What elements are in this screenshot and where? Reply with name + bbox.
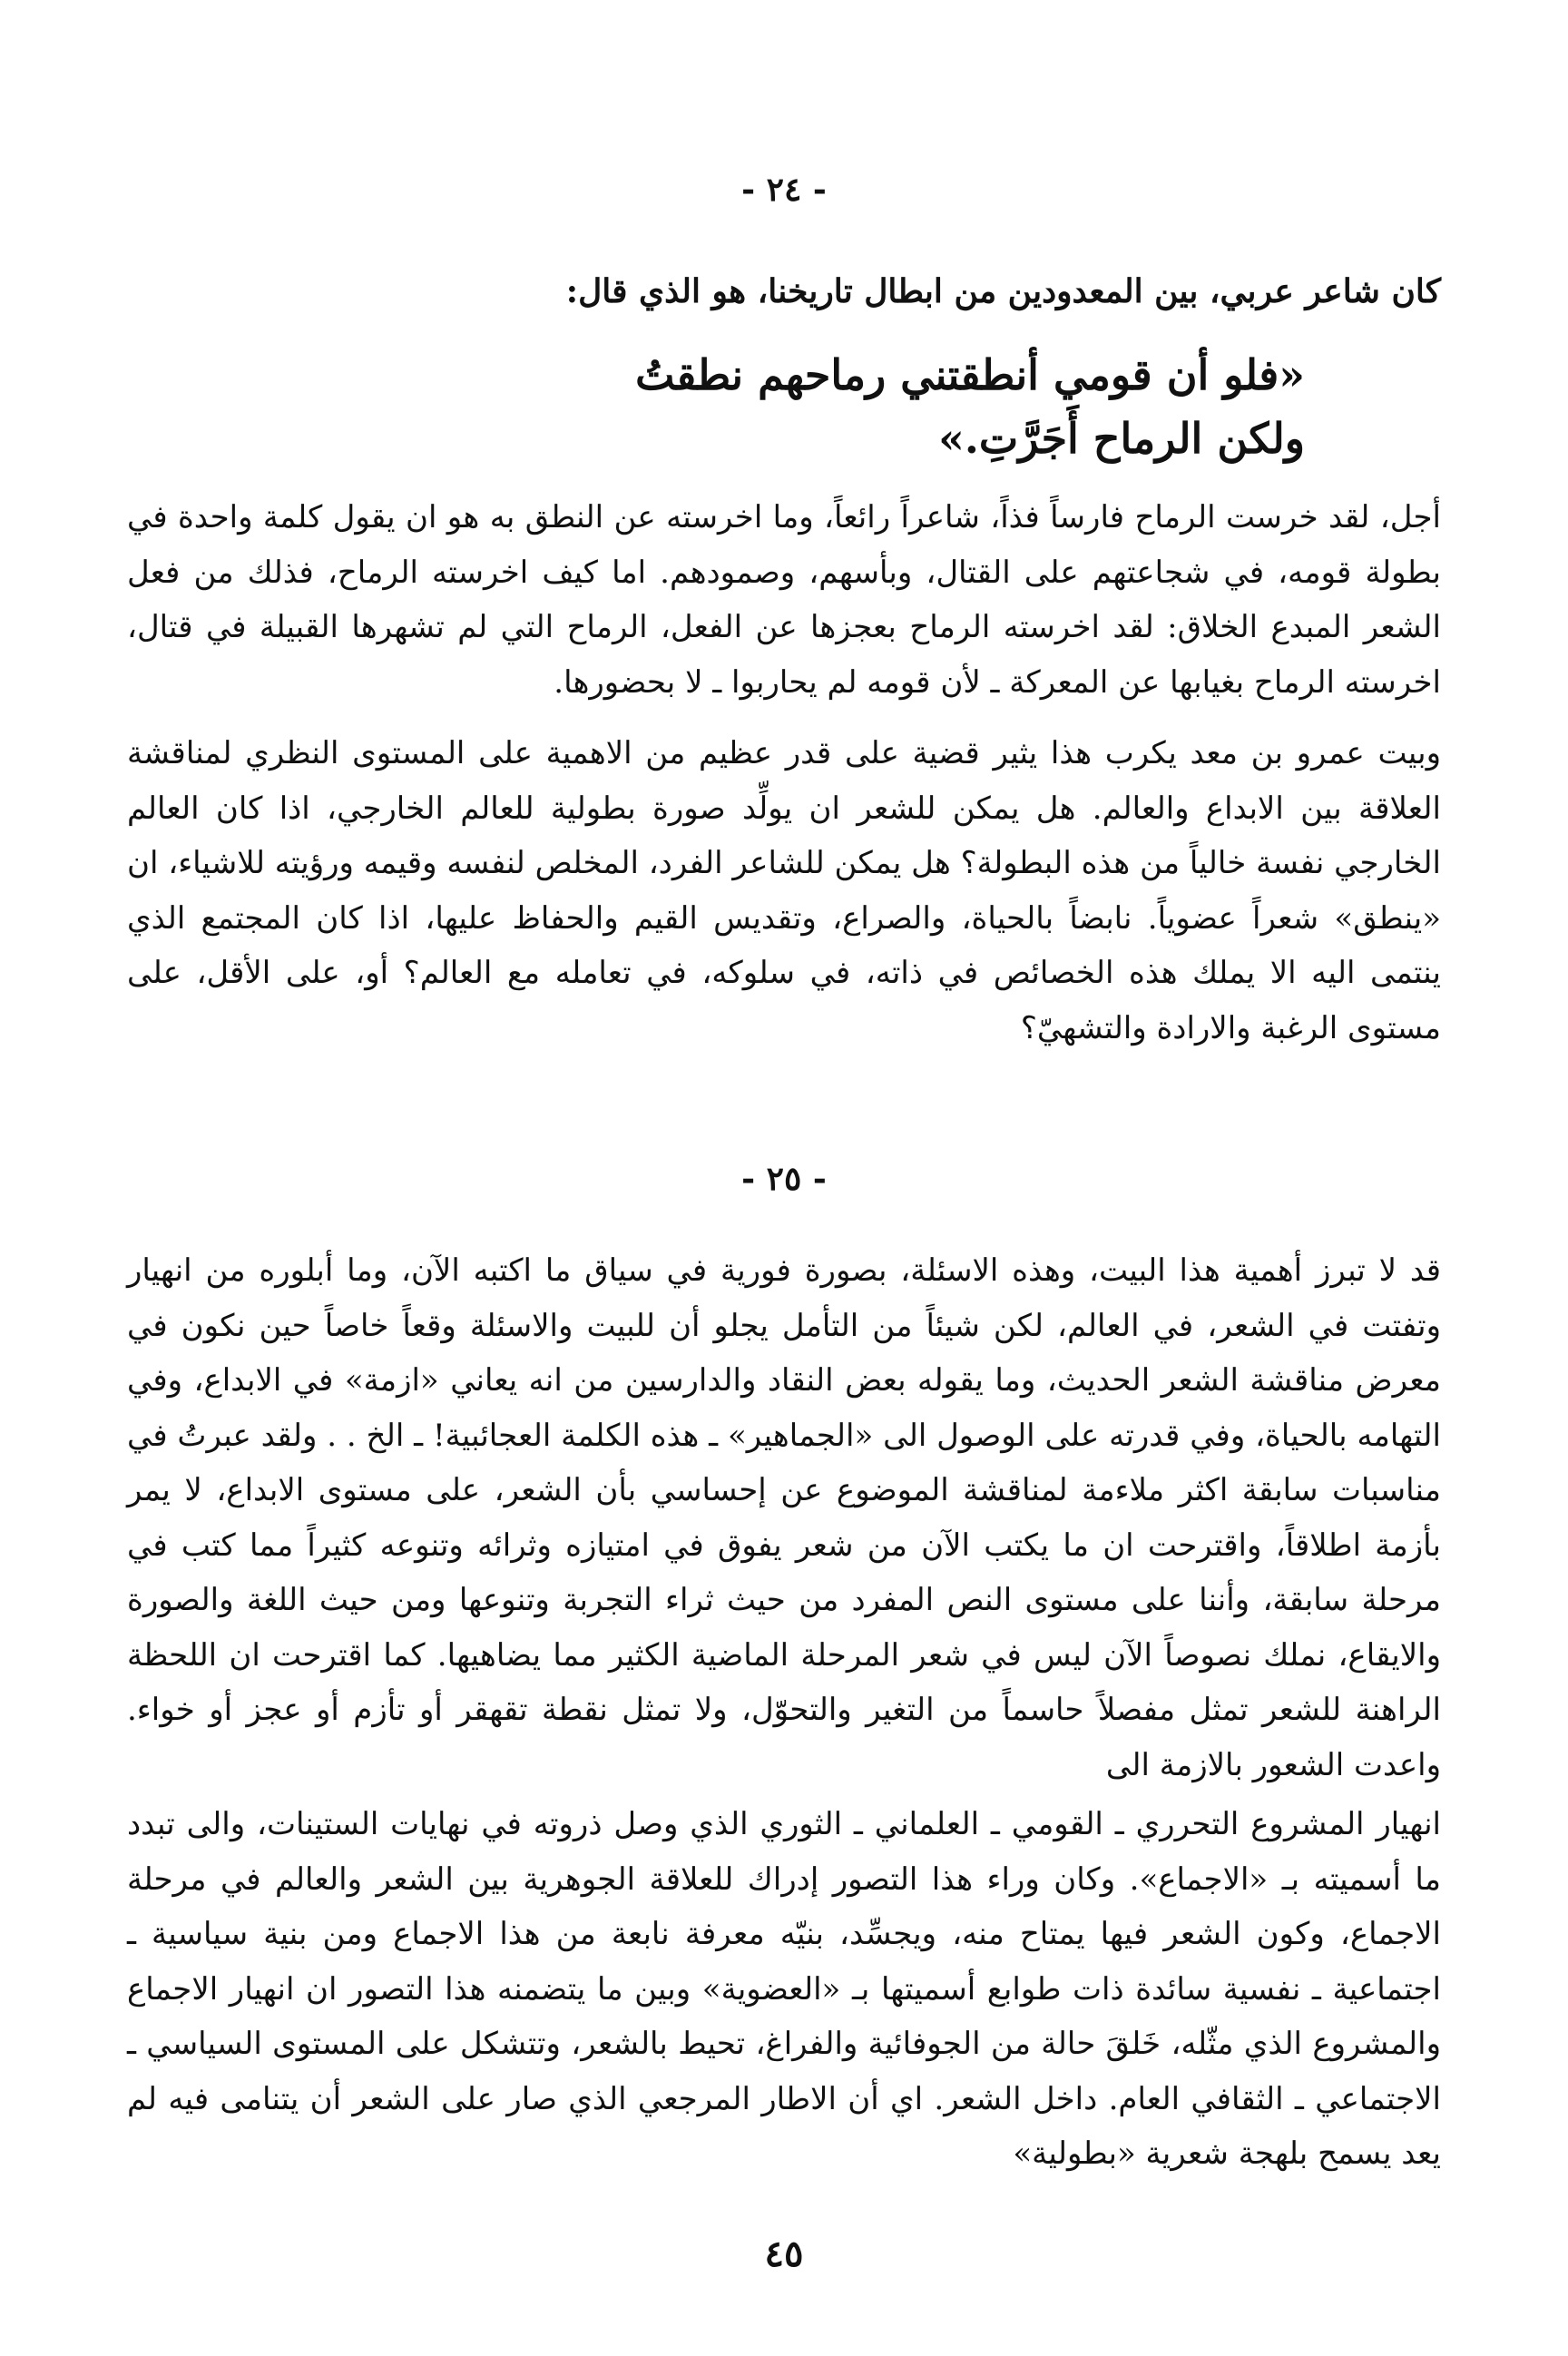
paragraph-1: أجل، لقد خرست الرماح فارساً فذاً، شاعراً رائعاً، وما اخرسته عن النطق به هو ان يقول كلمة واحدة في بطولة قومه، في شجاعتهم على القتال، وبأسهم، وصمودهم. اما كيف اخرسته الرماح، فذلك من فعل الشعر المبدع الخلاق: لقد اخرسته الرماح بعجزها عن الفعل، الرماح التي لم تشهرها القبيلة في قتال، اخرسته الرماح بغيابها عن المعركة ـ لأن قومه لم يحاربوا ـ لا بحضورها.	[127, 499, 1441, 701]
intro-line: كان شاعر عربي، بين المعدودين من ابطال تاريخنا، هو الذي قال:	[565, 272, 1441, 310]
section-number-24: - ٢٤ -	[741, 171, 827, 209]
verse-line-1: «فلو أن قومي أنطقتني رماحهم نطقتُ	[635, 350, 1305, 399]
paragraph-2: وبيت عمرو بن معد يكرب هذا يثير قضية على قدر عظيم من الاهمية على المستوى النظري لمناقشة العلاقة بين الابداع والعالم. هل يمكن للشعر ان يولِّد صورة بطولية للعالم الخارجي، اذا كان العالم الخارجي نفسة خالياً من هذه البطولة؟ هل يمكن للشاعر الفرد، المخلص لنفسه وقيمه ورؤيته للاشياء، ان «ينطق» شعراً عضوياً. نابضاً بالحياة، والصراع، وتقديس القيم والحفاظ عليها، اذا كان المجتمع الذي ينتمى اليه الا يملك هذه الخصائص في ذاته، في سلوكه، في تعامله مع العالم؟ أو، على الأقل، على مستوى الرغبة والارادة والتشهيّ؟	[127, 735, 1441, 1046]
section-number-25: - ٢٥ -	[741, 1160, 827, 1198]
paragraph-4: انهيار المشروع التحرري ـ القومي ـ العلماني ـ الثوري الذي وصل ذروته في نهايات الستينات، والى تبدد ما أسميته بـ «الاجماع». وكان وراء هذا التصور إدراك للعلاقة الجوهرية بين الشعر والعالم في مرحلة الاجماع، وكون الشعر فيها يمتاح منه، ويجسِّد، بنيّه معرفة نابعة من هذا الاجماع ومن بنية سياسية ـ اجتماعية ـ نفسية سائدة ذات طوابع أسميتها بـ «العضوية» وبين ما يتضمنه هذا التصور ان انهيار الاجماع والمشروع الذي مثّله، خَلقَ حالة من الجوفائية والفراغ، تحيط بالشعر، وتتشكل على المستوى السياسي ـ الاجتماعي ـ الثقافي العام. داخل الشعر. اي أن الاطار المرجعي الذي صار على الشعر أن يتنامى فيه لم يعد يسمح بلهجة شعرية «بطولية»	[127, 1806, 1441, 2172]
paragraph-3: قد لا تبرز أهمية هذا البيت، وهذه الاسئلة، بصورة فورية في سياق ما اكتبه الآن، وما أبلوره من انهيار وتفتت في الشعر، في العالم، لكن شيئاً من التأمل يجلو أن للبيت والاسئلة وقعاً خاصاً حين نكون في معرض مناقشة الشعر الحديث، وما يقوله بعض النقاد والدارسين من انه يعاني «ازمة» في الابداع، وفي التهامه بالحياة، وفي قدرته على الوصول الى «الجماهير» ـ هذه الكلمة العجائبية! ـ الخ . . ولقد عبرتُ في مناسبات سابقة اكثر ملاءمة لمناقشة الموضوع عن إحساسي بأن الشعر، على مستوى الابداع، لا يمر بأزمة اطلاقاً، واقترحت ان ما يكتب الآن من شعر يفوق في امتيازه وثرائه وتنوعه كثيراً مما كتب في مرحلة سابقة، وأننا على مستوى النص المفرد من حيث ثراء التجربة وتنوعها ومن حيث اللغة والصورة والايقاع، نملك نصوصاً الآن ليس في شعر المرحلة الماضية الكثير مما يضاهيها. كما اقترحت ان اللحظة الراهنة للشعر تمثل مفصلاً حاسماً من التغير والتحوّل، ولا تمثل نقطة تقهقر أو تأزم أو عجز أو خواء. واعدت الشعور بالازمة الى	[127, 1252, 1441, 1783]
verse-line-2: ولكن الرماح أَجَرَّتِ.»	[938, 414, 1305, 463]
page-number: ٤٥	[764, 2233, 804, 2275]
poem-verse	[488, 343, 1305, 470]
